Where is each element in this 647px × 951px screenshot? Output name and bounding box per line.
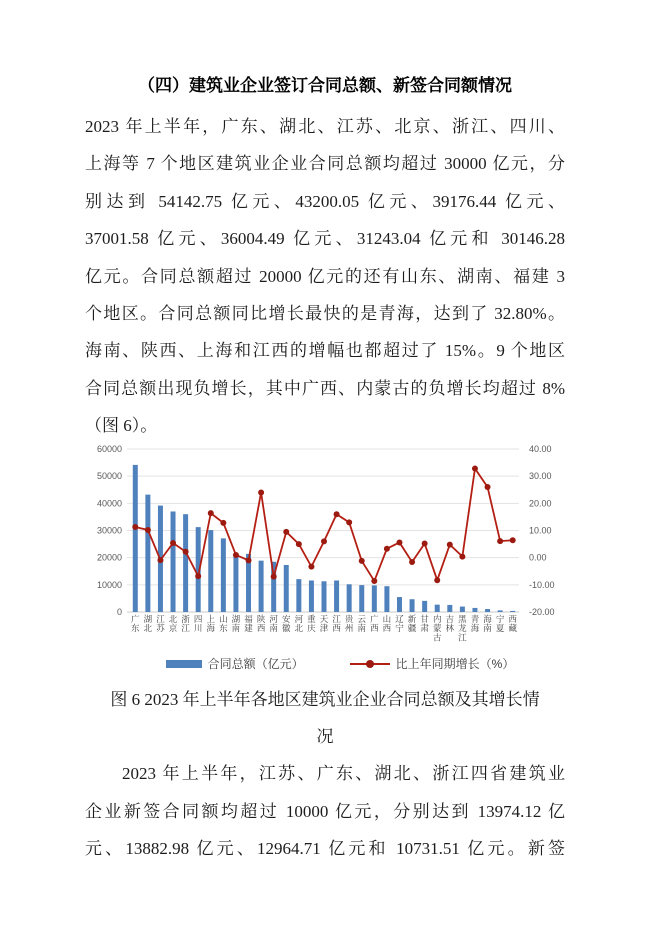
bar-湖南 [233,555,238,611]
figure6-chart [85,445,565,673]
bar-河北 [296,579,301,612]
left-axis-tick: 40000 [96,497,122,508]
growth-point-山西 [384,545,390,551]
growth-point-江苏 [157,557,163,563]
growth-point-黑龙江 [459,553,465,559]
x-axis-label: 陕西 [256,613,266,633]
x-axis-label: 山西 [382,613,392,633]
bar-宁夏 [498,610,503,612]
paragraph-contract-totals [85,108,565,445]
left-axis-tick: 50000 [96,470,122,481]
legend-label-contract-total: 合同总额（亿元） [207,657,304,672]
x-axis-label: 内蒙古 [432,613,442,643]
x-axis-label: 甘肃 [420,613,429,633]
x-axis-label: 山东 [219,613,228,633]
bar-安徽 [284,565,289,612]
chart-legend [115,655,565,673]
x-axis-label: 江苏 [156,613,165,633]
bar-新疆 [410,599,415,612]
bar-江西 [334,580,339,612]
bar-广东 [133,465,138,612]
bar-吉林 [447,605,452,612]
left-axis-tick: 30000 [96,525,122,536]
legend-line-swatch-icon [350,663,390,665]
right-axis-tick: -20.00 [529,606,555,617]
bar-陕西 [259,560,264,611]
bar-青海 [472,608,477,612]
text-line: 亿元。合同总额超过 20000 亿元的还有山东、湖南、福建 3 [85,266,565,286]
x-axis-label: 辽宁 [395,613,404,633]
bar-广西 [372,585,377,612]
growth-point-陕西 [258,489,264,495]
x-axis-label: 海南 [483,613,492,633]
text-line: 别达到 54142.75 亿元、43200.05 亿元、39176.44 亿元、 [85,191,565,211]
growth-point-河南 [271,573,277,579]
left-axis-tick: 10000 [96,579,122,590]
bar-云南 [359,585,364,612]
growth-point-吉林 [447,541,453,547]
growth-point-广西 [371,578,377,584]
x-axis-label: 北京 [168,613,178,633]
x-axis-label: 广西 [370,613,379,633]
text-line: 个地区。合同总额同比增长最快的是青海，达到了 32.80%。 [85,304,565,324]
x-axis-label: 宁夏 [495,613,505,633]
x-axis-label: 贵州 [344,613,354,633]
x-axis-label: 河南 [269,613,278,633]
growth-point-天津 [321,538,327,544]
growth-point-广东 [132,524,138,530]
bar-山西 [384,586,389,612]
growth-line [135,468,512,580]
x-axis-label: 天津 [319,613,329,633]
text-line: 37001.58 亿元、36004.49 亿元、31243.04 亿元和 30146.28 [85,229,565,249]
growth-point-宁夏 [497,538,503,544]
growth-point-山东 [220,520,226,526]
growth-point-西藏 [510,537,516,543]
x-axis-label: 吉林 [445,613,455,633]
caption-line: 图 6 2023 年上半年各地区建筑业企业合同总额及其增长情 [110,689,540,709]
x-axis-label: 西藏 [508,613,517,633]
figure6-caption [85,681,565,868]
bar-上海 [208,530,213,612]
x-axis-label: 四川 [193,613,203,633]
right-axis-tick: 20.00 [529,497,552,508]
text-line: 企业新签合同额均超过 10000 亿元，分别达到 13974.12 亿 [85,801,565,821]
text-line: 合同总额出现负增长，其中广西、内蒙古的负增长均超过 8% [85,378,565,398]
growth-point-湖北 [145,527,151,533]
growth-point-福建 [246,557,252,563]
x-axis-label: 河北 [294,613,304,633]
growth-point-云南 [359,558,365,564]
legend-item-contract-total [166,655,304,672]
growth-point-北京 [170,540,176,546]
text-line: 2023 年上半年，江苏、广东、湖北、浙江四省建筑业 [122,764,565,784]
bar-贵州 [347,584,352,612]
bar-北京 [171,511,176,612]
legend-bar-swatch-icon [166,660,202,668]
growth-point-重庆 [308,563,314,569]
left-axis-tick: 60000 [96,444,122,454]
growth-point-辽宁 [396,539,402,545]
right-axis-tick: 30.00 [529,470,552,481]
growth-point-河北 [296,541,302,547]
x-axis-label: 青海 [470,613,480,633]
bar-重庆 [309,580,314,612]
section-heading: （四）建筑业企业签订合同总额、新签合同额情况 [138,76,512,95]
growth-point-江西 [334,511,340,517]
x-axis-label: 黑龙江 [458,613,467,643]
left-axis-tick: 20000 [96,552,122,563]
bar-黑龙江 [460,606,465,611]
caption-line: 况 [316,727,334,747]
bar-山东 [221,538,226,612]
growth-point-湖南 [233,552,239,558]
x-axis-label: 湖南 [231,613,241,633]
bar-内蒙古 [435,604,440,611]
legend-label-growth: 比上年同期增长（%） [395,657,515,672]
bar-湖北 [145,494,150,611]
right-axis-tick: 40.00 [529,444,552,454]
text-line: 上海等 7 个地区建筑业企业合同总额均超过 30000 亿元，分 [85,154,565,174]
growth-point-甘肃 [422,540,428,546]
right-axis-tick: 10.00 [529,525,552,536]
bar-辽宁 [397,597,402,612]
text-line: 元、13882.98 亿元、12964.71 亿元和 10731.51 亿元。新签 [85,839,565,859]
text-line: （图 6）。 [85,416,158,436]
text-line: 2023 年上半年，广东、湖北、江苏、北京、浙江、四川、 [85,117,565,136]
left-axis-tick: 0 [116,606,122,617]
x-axis-label: 云南 [357,613,366,633]
text-line: 海南、陕西、上海和江西的增幅也都超过了 15%。9 个地区 [85,341,565,361]
growth-point-安徽 [283,529,289,535]
bar-海南 [485,609,490,612]
right-axis-tick: 0.00 [529,552,547,563]
x-axis-label: 新疆 [407,613,417,633]
growth-point-内蒙古 [434,577,440,583]
growth-point-新疆 [409,559,415,565]
x-axis-label: 广东 [131,613,140,633]
growth-point-四川 [195,573,201,579]
growth-point-海南 [485,484,491,490]
legend-item-growth [350,655,515,672]
growth-point-上海 [208,510,214,516]
x-axis-label: 福建 [244,613,253,633]
x-axis-label: 江西 [332,613,341,633]
x-axis-label: 湖北 [143,613,153,633]
x-axis-label: 浙江 [181,613,190,633]
x-axis-label: 重庆 [307,613,316,633]
bar-西藏 [510,611,515,612]
growth-point-贵州 [346,519,352,525]
growth-point-浙江 [183,548,189,554]
contract-total-growth-chart [85,445,570,653]
bar-浙江 [183,514,188,612]
x-axis-label: 上海 [206,613,216,633]
right-axis-tick: -10.00 [529,579,555,590]
x-axis-label: 安徽 [282,613,291,633]
growth-point-青海 [472,465,478,471]
bar-甘肃 [422,601,427,612]
bar-天津 [322,581,327,612]
